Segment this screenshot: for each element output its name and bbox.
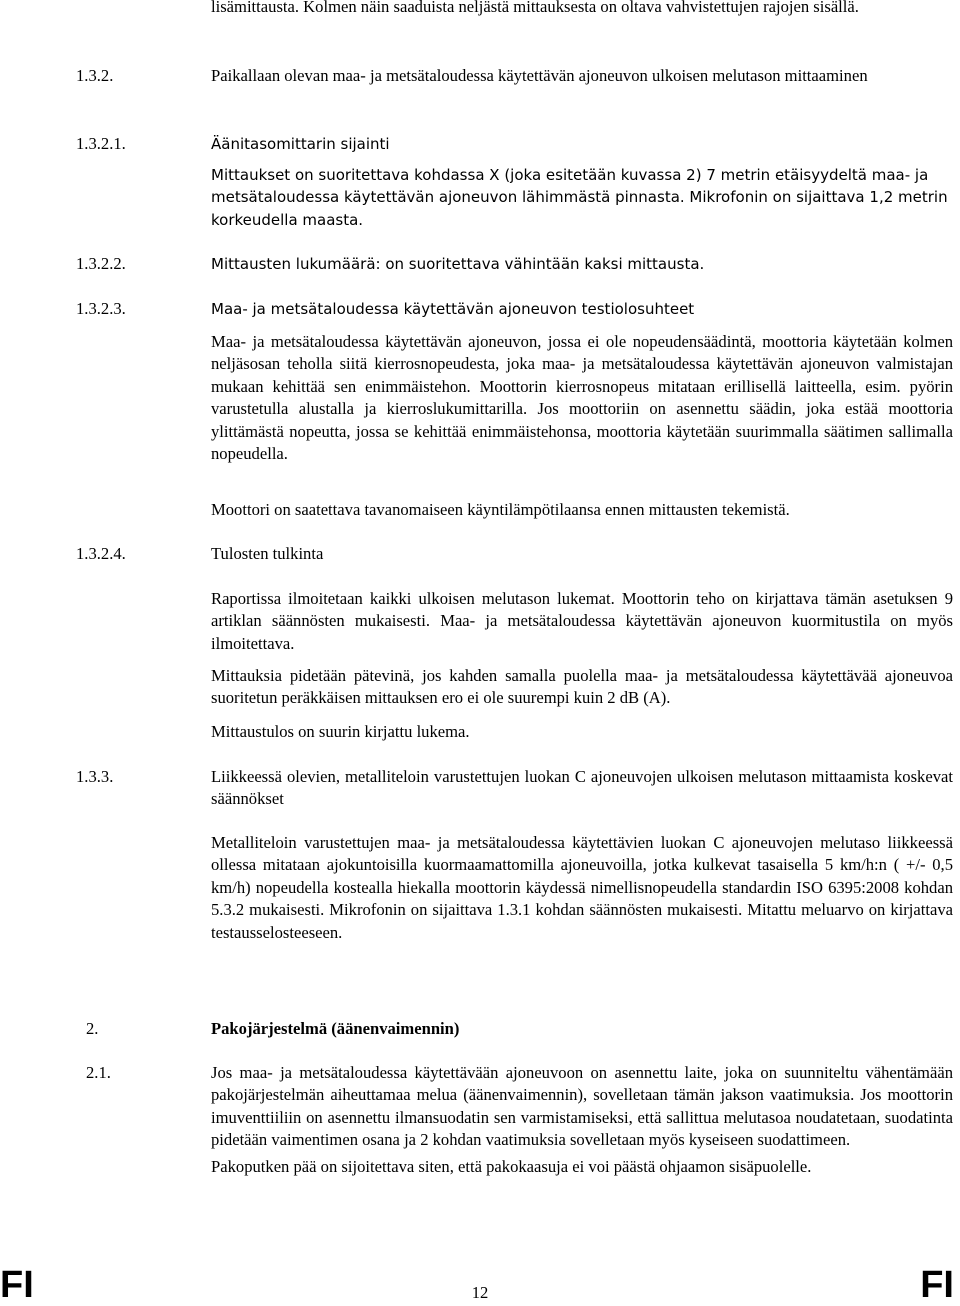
section-number-2: 2.	[86, 1019, 99, 1038]
section-body-1-3-2-3-p2: Moottori on saatettava tavanomaiseen käyntilämpötilaansa ennen mittausten tekemistä.	[211, 500, 790, 519]
section-number-1-3-2-1: 1.3.2.1.	[76, 134, 126, 153]
section-body-1-3-2-3-p1: Maa- ja metsätaloudessa käytettävän ajoneuvon, jossa ei ole nopeudensäädintä, moottoria käytetään kolmen neljäsosan teholla siitä kierrosnopeudesta, joka maa- ja metsätaloudessa käytettävän ajoneuvon valmistajan mukaan kehittää sen enimmäistehon. Moottorin kierrosnopeus mitataan erillisellä laitteella, esim. pyörin varustetulla alustalla ja kierroslukumittarilla. Jos moottoriin on asennettu säädin, joka estää moottoria ylittämästä nopeutta, jossa se kehittää enimmäistehonsa, moottoria käytetään suurimmalla säätimen sallimalla nopeudella.	[211, 332, 953, 464]
section-heading-1-3-2-3: Maa- ja metsätaloudessa käytettävän ajoneuvon testiolosuhteet	[211, 300, 695, 318]
section-text-1-3-2-2: Mittausten lukumäärä: on suoritettava vähintään kaksi mittausta.	[211, 255, 705, 273]
section-number-2-1: 2.1.	[86, 1063, 111, 1082]
section-heading-1-3-2-1: Äänitasomittarin sijainti	[211, 135, 390, 153]
section-number-1-3-2: 1.3.2.	[76, 66, 114, 85]
footer-language-code-right: FI	[920, 1264, 954, 1306]
section-body-1-3-2-4-p2: Mittauksia pidetään pätevinä, jos kahden samalla puolella maa- ja metsätaloudessa käytettävää ajoneuvoa suoritetun peräkkäisen mittauksen ero ei ole suurempi kuin 2 dB (A).	[211, 666, 953, 708]
section-body-1-3-2-4-p1: Raportissa ilmoitetaan kaikki ulkoisen melutason lukemat. Moottorin teho on kirjattava tämän asetuksen 9 artiklan säännösten mukaisesti. Maa- ja metsätaloudessa käytettävän ajoneuvon kuormitustila on myös ilmoitettava.	[211, 589, 953, 653]
section-body-1-3-3-p1: Metalliteloin varustettujen maa- ja metsätaloudessa käytettävien luokan C ajoneuvojen melutaso liikkeessä ollessa mitataan ajokuntoisilla kuormaamattomilla ajoneuvoilla, jotka kulkevat tasaisella 5 km/h:n ( +/- 0,5 km/h) nopeudella kostealla hiekalla moottorin käydessä nimellisnopeudella standardin ISO 6395:2008 kohdan 5.3.2 mukaisesti. Mikrofonin on sijaittava 1.3.1 kohdan säännösten mukaisesti. Mitattu meluarvo on kirjattava testausselosteeseen.	[211, 833, 953, 942]
section-body-1-3-2-1: Mittaukset on suoritettava kohdassa X (joka esitetään kuvassa 2) 7 metrin etäisyydeltä maa- ja metsätaloudessa käytettävän ajoneuvon lähimmästä pinnasta. Mikrofonin on sijaittava 1,2 metrin korkeudella maasta.	[211, 166, 948, 229]
section-heading-2: Pakojärjestelmä (äänenvaimennin)	[211, 1019, 460, 1038]
intro-paragraph: lisämittausta. Kolmen näin saaduista neljästä mittauksesta on oltava vahvistettujen rajojen sisällä.	[211, 0, 859, 16]
section-number-1-3-2-2: 1.3.2.2.	[76, 254, 126, 273]
section-number-1-3-2-3: 1.3.2.3.	[76, 299, 126, 318]
section-body-2-1-p1: Jos maa- ja metsätaloudessa käytettävään ajoneuvoon on asennettu laite, joka on suunniteltu vähentämään pakojärjestelmän aiheuttamaa melua (äänenvaimennin), sovelletaan tämän jakson vaatimuksia. Jos moottorin imuventtiiliin on asennettu ilmansuodatin sen varmistamiseksi, että sallittua melutasoa noudatetaan, suodatinta pidetään vaimentimen osana ja 2 kohdan vaatimuksia sovelletaan myös kyseiseen suodattimeen.	[211, 1063, 953, 1150]
section-number-1-3-2-4: 1.3.2.4.	[76, 544, 126, 563]
section-heading-1-3-2-4: Tulosten tulkinta	[211, 544, 324, 563]
section-number-1-3-3: 1.3.3.	[76, 767, 114, 786]
section-body-2-1-p2: Pakoputken pää on sijoitettava siten, että pakokaasuja ei voi päästä ohjaamon sisäpuolelle.	[211, 1157, 812, 1176]
page-number: 12	[471, 1283, 489, 1302]
section-body-1-3-2-4-p3: Mittaustulos on suurin kirjattu lukema.	[211, 722, 470, 741]
section-heading-1-3-2: Paikallaan olevan maa- ja metsätaloudessa käytettävän ajoneuvon ulkoisen melutason mittaaminen	[211, 66, 868, 85]
section-heading-1-3-3: Liikkeessä olevien, metalliteloin varustettujen luokan C ajoneuvojen ulkoisen melutason mittaamista koskevat säännökset	[211, 767, 953, 809]
footer-language-code-left: FI	[0, 1264, 34, 1306]
